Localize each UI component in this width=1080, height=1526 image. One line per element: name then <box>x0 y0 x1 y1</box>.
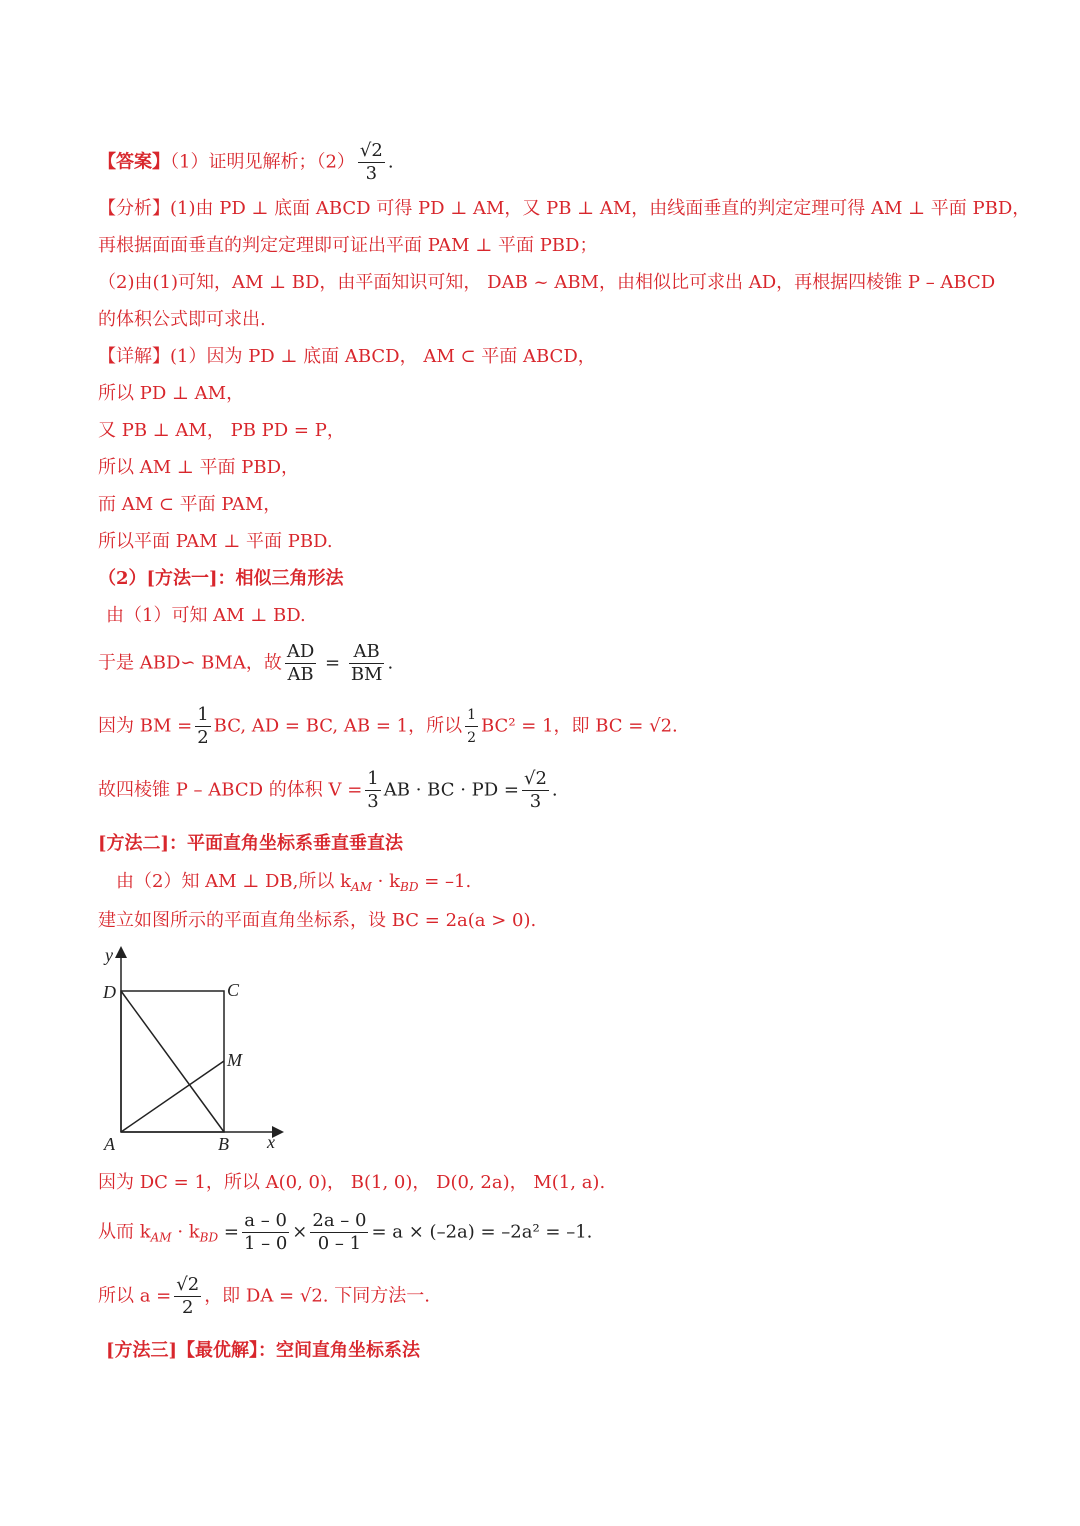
answer-text: （1）证明见解析；（2） <box>170 151 355 173</box>
half-small-num: 1 <box>465 704 478 727</box>
method2-line1-mid: · k <box>371 871 401 892</box>
ratio2-den: BM <box>350 664 383 685</box>
method2-line4-pre: 从而 k <box>98 1221 151 1243</box>
ratio1-den: AB <box>287 664 314 685</box>
method1-line3-pre: 因为 BM = <box>98 715 193 737</box>
slope2-den: 0 – 1 <box>317 1233 362 1254</box>
method1-line-2: 于是 ABD∽ BMA，故 $\frac{AD}{AB}$ = $\frac{AB}{BM}$ . <box>98 641 394 685</box>
method2-line-5 <box>98 1274 430 1319</box>
method2-line5-end: ，即 DA = √2. 下同方法一. <box>204 1285 430 1307</box>
half-fraction-small <box>465 704 478 749</box>
half-fraction <box>195 704 210 749</box>
detail-line-3: 又 PB ⊥ AM， PB PD = P， <box>98 420 345 441</box>
method2-line4-mid: · k <box>171 1221 200 1243</box>
ratio-fraction-1 <box>285 641 316 686</box>
method2-line1-sub2: BD <box>400 880 419 894</box>
slope1-num: a – 0 <box>242 1210 289 1233</box>
slope-fraction-1 <box>242 1210 289 1255</box>
label-y: y <box>105 945 113 965</box>
answer-label: 【答案】 <box>98 151 170 173</box>
answer-fraction <box>358 140 385 185</box>
label-b: B <box>218 1134 229 1154</box>
third-num: 1 <box>367 768 379 789</box>
method1-line-3 <box>98 704 678 749</box>
method2-line1-end: = –1. <box>418 871 472 892</box>
label-x: x <box>267 1132 275 1152</box>
a-value-fraction <box>174 1274 201 1319</box>
label-a: A <box>104 1134 115 1154</box>
a-num: √2 <box>176 1274 200 1295</box>
answer-frac-den: 3 <box>365 163 378 184</box>
volume-num: √2 <box>524 768 547 789</box>
coordinate-figure <box>96 944 296 1156</box>
method2-line4-sub2: BD <box>199 1230 219 1245</box>
analysis-line-4: 的体积公式即可求出. <box>98 309 266 330</box>
slope-fraction-2 <box>310 1210 368 1255</box>
method1-line3-mid2: BC² = 1，即 BC = √2. <box>481 715 678 737</box>
method3-title: [方法三]【最优解】：空间直角坐标系法 <box>106 1340 421 1361</box>
detail-line-5: 而 AM ⊂ 平面 PAM， <box>98 494 282 515</box>
ratio-fraction-2 <box>349 641 385 686</box>
half-small-den: 2 <box>467 730 476 746</box>
analysis-line-2: 再根据面面垂直的判定定理即可证出平面 PAM ⊥ 平面 PBD； <box>98 235 598 256</box>
diagonal-db <box>121 991 224 1132</box>
method2-title: [方法二]：平面直角坐标系垂直垂直法 <box>98 833 404 854</box>
detail-line-1: 【详解】(1）因为 PD ⊥ 底面 ABCD， AM ⊂ 平面 ABCD， <box>98 346 596 367</box>
analysis-line-1: 【分析】(1)由 PD ⊥ 底面 ABCD 可得 PD ⊥ AM，又 PB ⊥ AM，由线面垂直的判定定理可得 AM ⊥ 平面 PBD， <box>98 198 1031 219</box>
method2-line4-sub1: AM <box>150 1230 172 1245</box>
method2-line-3: 因为 DC = 1，所以 A(0, 0)， B(1, 0)， D(0, 2a)， M(1, a). <box>98 1172 606 1193</box>
detail-line-6: 所以平面 PAM ⊥ 平面 PBD. <box>98 531 333 552</box>
method1-title: （2）[方法一]：相似三角形法 <box>98 568 344 589</box>
method1-line3-mid: BC, AD = BC, AB = 1，所以 <box>213 715 463 737</box>
third-fraction <box>365 768 380 813</box>
segment-am <box>121 1061 224 1132</box>
times-sign: × <box>292 1221 308 1243</box>
label-d: D <box>103 982 116 1002</box>
method1-line4-pre: 故四棱锥 P – ABCD 的体积 V = <box>98 779 363 801</box>
method2-line4-end: = a × (–2a) = –2a² = –1. <box>371 1221 593 1243</box>
ratio2-num: AB <box>349 641 385 664</box>
method1-line4-end: . <box>551 779 558 801</box>
method2-line1-pre: 由（2）知 AM ⊥ DB,所以 k <box>116 871 351 892</box>
method1-line4-mid: AB · BC · PD = <box>383 779 519 801</box>
answer-end: . <box>387 151 394 173</box>
half-num: 1 <box>197 704 209 725</box>
answer-line <box>98 140 394 185</box>
method1-line-1: 由（1）可知 AM ⊥ BD. <box>106 605 306 626</box>
slope1-den: 1 – 0 <box>243 1233 288 1254</box>
answer-frac-num: √2 <box>359 140 383 161</box>
volume-den: 3 <box>529 791 542 812</box>
method2-line-2: 建立如图所示的平面直角坐标系，设 BC = 2a(a > 0). <box>98 910 537 931</box>
label-c: C <box>227 980 240 1000</box>
ratio1-num: AD <box>286 641 315 662</box>
method2-line1-sub1: AM <box>350 880 372 894</box>
method2-line5-pre: 所以 a = <box>98 1285 172 1307</box>
method2-line-1 <box>116 870 471 899</box>
detail-line-2: 所以 PD ⊥ AM， <box>98 383 245 404</box>
third-den: 3 <box>367 791 379 812</box>
a-den: 2 <box>182 1297 194 1318</box>
method2-line-4 <box>98 1210 592 1255</box>
method1-line2-end: . <box>387 652 394 674</box>
slope2-num: 2a – 0 <box>312 1210 367 1231</box>
method1-line2-pre: 于是 ABD∽ BMA，故 <box>98 652 282 674</box>
method1-line-4 <box>98 768 558 813</box>
volume-fraction <box>522 768 549 813</box>
label-m: M <box>227 1050 242 1070</box>
analysis-line-3: （2)由(1)可知，AM ⊥ BD，由平面知识可知， DAB ~ ABM，由相似比可求出 AD，再根据四棱锥 P – ABCD <box>98 272 996 293</box>
detail-line-4: 所以 AM ⊥ 平面 PBD， <box>98 457 300 478</box>
method2-line4-eq: = <box>218 1221 239 1243</box>
half-den: 2 <box>197 727 209 748</box>
